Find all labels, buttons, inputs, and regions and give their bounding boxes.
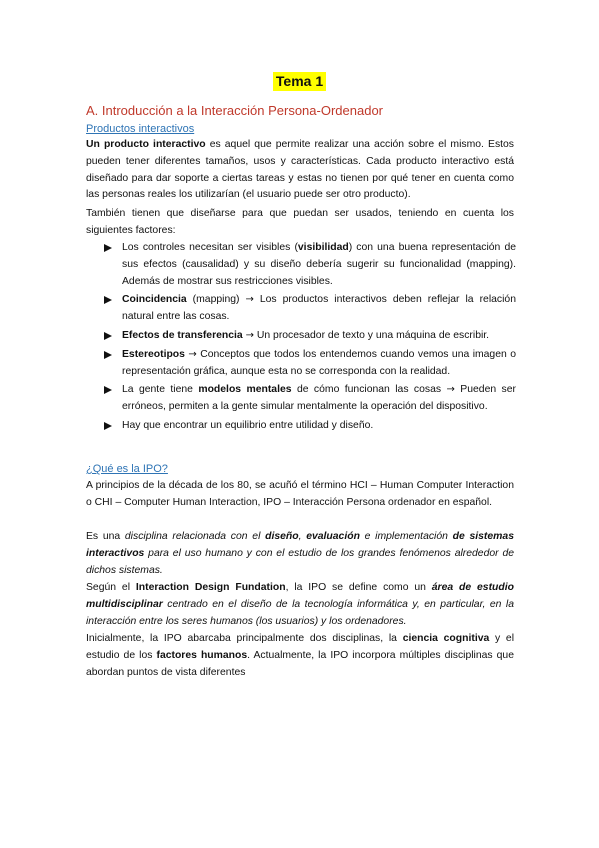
arrow-bullet-icon bbox=[104, 351, 112, 359]
list-item: Hay que encontrar un equilibrio entre utilidad y diseño. bbox=[104, 418, 516, 435]
paragraph-ipo-definition: Es una disciplina relacionada con el diseño, evaluación e implementación de sistemas interactivos para el uso humano y con el estudio de los grandes fenómenos alrededor de dichos sistemas. bbox=[86, 531, 514, 576]
paragraph-ipo-origin: A principios de la década de los 80, se acuñó el término HCI – Human Computer Interaction o CHI – Computer Human Interaction, IPO – Interacción Persona ordenador en español. bbox=[86, 480, 514, 508]
right-arrow-icon: → bbox=[245, 329, 254, 341]
title-container bbox=[0, 72, 599, 91]
right-arrow-icon: → bbox=[245, 294, 254, 306]
arrow-bullet-icon bbox=[104, 296, 112, 304]
arrow-bullet-icon bbox=[104, 244, 112, 252]
page-title: Tema 1 bbox=[273, 72, 326, 91]
paragraph-products bbox=[86, 137, 514, 204]
arrow-bullet-icon bbox=[104, 422, 112, 430]
list-item: La gente tiene modelos mentales de cómo funcionan las cosas → Pueden ser erróneos, permiten a la gente simular mentalmente la operación del dispositivo. bbox=[104, 382, 516, 416]
list-item: Estereotipos → Conceptos que todos los entendemos cuando vemos una imagen o representación gráfica, aunque esta no se corresponda con la realidad. bbox=[104, 347, 516, 381]
right-arrow-icon: → bbox=[446, 384, 455, 396]
p1-bold: Un producto interactivo bbox=[86, 139, 206, 150]
list-item: Coincidencia (mapping) → Los productos interactivos deben reflejar la relación natural entre las cosas. bbox=[104, 292, 516, 326]
p1-text: es aquel que permite realizar una acción sobre el mismo. Estos pueden tener diferentes tamaños, usos y características. Cada producto interactivo está diseñado para dar soporte a ciertas tareas y estas no tienen por qué tener en cuenta como las personas reales los utilizarían (el usuario puede ser otro producto). bbox=[86, 139, 514, 201]
arrow-bullet-icon bbox=[104, 332, 112, 340]
products-heading-link[interactable]: Productos interactivos bbox=[86, 123, 195, 135]
list-item: Efectos de transferencia → Un procesador de texto y una máquina de escribir. bbox=[104, 328, 516, 345]
paragraph-factors-intro: También tienen que diseñarse para que puedan ser usados, teniendo en cuenta los siguientes factores: bbox=[86, 208, 514, 236]
paragraph-ipo-idf: Según el Interaction Design Fundation, la IPO se define como un área de estudio multidisciplinar centrado en el diseño de la tecnología informática y, en particular, en la interacción entre los seres humanos (los usuarios) y los ordenadores. bbox=[86, 582, 514, 627]
ipo-heading-link[interactable]: ¿Qué es la IPO? bbox=[86, 463, 168, 475]
section-heading-a: A. Introducción a la Interacción Persona-Ordenador bbox=[86, 103, 384, 118]
right-arrow-icon: → bbox=[188, 348, 197, 360]
paragraph-ipo-disciplines: Inicialmente, la IPO abarcaba principalmente dos disciplinas, la ciencia cognitiva y el estudio de los factores humanos. Actualmente, la IPO incorpora múltiples disciplinas que abordan puntos de vista diferentes bbox=[86, 633, 514, 678]
list-item: Los controles necesitan ser visibles (visibilidad) con una buena representación de sus efectos (causalidad) y su diseño debería sugerir su funcionalidad (mapping). Además de mostrar sus restricciones visibles. bbox=[104, 240, 516, 290]
arrow-bullet-icon bbox=[104, 386, 112, 394]
factors-list bbox=[104, 240, 516, 437]
